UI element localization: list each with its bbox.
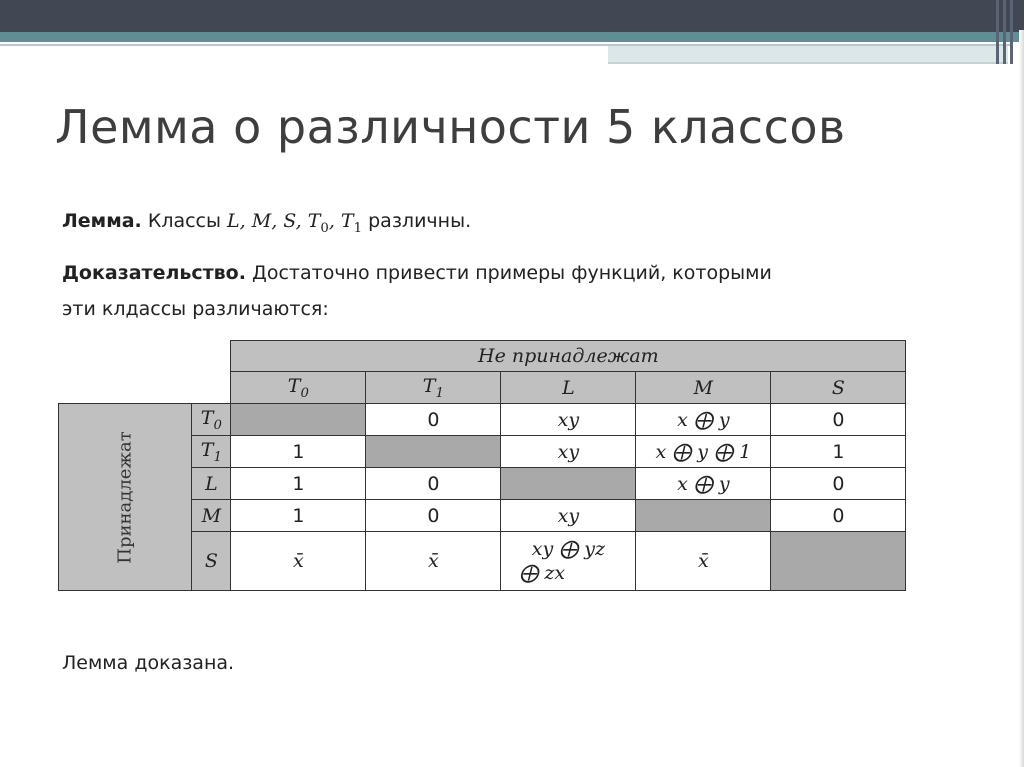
- col-header-l: L: [501, 372, 636, 404]
- header-divider-short: [608, 62, 1008, 64]
- header-bar-teal: [0, 32, 1024, 42]
- table-cell: 0: [366, 404, 501, 436]
- col-header-s: S: [771, 372, 906, 404]
- row-header-l: L: [192, 468, 231, 500]
- table-corner: [59, 341, 231, 372]
- table-cell: 0: [771, 404, 906, 436]
- table-cell: 0: [771, 468, 906, 500]
- header-bar-dark: [0, 0, 1024, 32]
- row-header-t0: $T_0$: [192, 404, 231, 436]
- lemma-classes: L, M, S, $T_0$, $T_1$: [227, 210, 363, 236]
- page-title: Лемма о различности 5 классов: [55, 100, 846, 154]
- lemma-prefix: Классы: [147, 210, 221, 232]
- table-corner: [59, 372, 231, 404]
- table-cell: 1: [231, 468, 366, 500]
- proof-line-2: эти клдассы различаются:: [62, 298, 329, 320]
- row-header-s: S: [192, 532, 231, 591]
- page-edge-shadow: [1019, 30, 1024, 767]
- lemma-statement: [62, 210, 471, 236]
- col-header-t0: $T_0$: [231, 372, 366, 404]
- row-header-t1: $T_1$: [192, 436, 231, 468]
- col-header-m: M: [636, 372, 771, 404]
- conclusion: Лемма доказана.: [62, 652, 235, 674]
- row-header-m: M: [192, 500, 231, 532]
- top-header: Не принадлежат: [231, 341, 906, 372]
- table-cell-diagonal: [636, 500, 771, 532]
- table-cell: 0: [771, 500, 906, 532]
- table-cell: 1: [231, 500, 366, 532]
- col-header-t1: $T_1$: [366, 372, 501, 404]
- table-cell: xy: [501, 436, 636, 468]
- table-cell: x̄: [366, 532, 501, 591]
- classes-table: [58, 340, 906, 591]
- table-cell-diagonal: [231, 404, 366, 436]
- decor-stripe: [996, 0, 999, 64]
- decor-stripe: [1003, 0, 1006, 64]
- proof-line-1: [62, 262, 772, 284]
- table-cell-diagonal: [501, 468, 636, 500]
- table-cell: 0: [366, 500, 501, 532]
- table-cell: x̄: [636, 532, 771, 591]
- table-cell-diagonal: [771, 532, 906, 591]
- table-cell: 1: [771, 436, 906, 468]
- table-cell: x̄: [231, 532, 366, 591]
- proof-label: Доказательство.: [62, 262, 246, 284]
- lemma-label: Лемма.: [62, 210, 142, 232]
- table-cell-diagonal: [366, 436, 501, 468]
- table-cell: x ⨁ y: [636, 468, 771, 500]
- side-header: Принадлежат: [59, 404, 192, 591]
- proof-text-1: Достаточно привести примеры функций, которыми: [252, 262, 772, 284]
- table-cell: 0: [366, 468, 501, 500]
- header-bar-light: [608, 46, 1008, 62]
- lemma-suffix: различны.: [368, 210, 472, 232]
- decor-stripe: [1010, 0, 1013, 64]
- table-cell: x ⨁ y: [636, 404, 771, 436]
- table-cell: xy: [501, 404, 636, 436]
- table-cell: 1: [231, 436, 366, 468]
- table-cell: xy ⨁ yz ⨁ zx: [501, 532, 636, 591]
- table-cell: xy: [501, 500, 636, 532]
- table-cell: x ⨁ y ⨁ 1: [636, 436, 771, 468]
